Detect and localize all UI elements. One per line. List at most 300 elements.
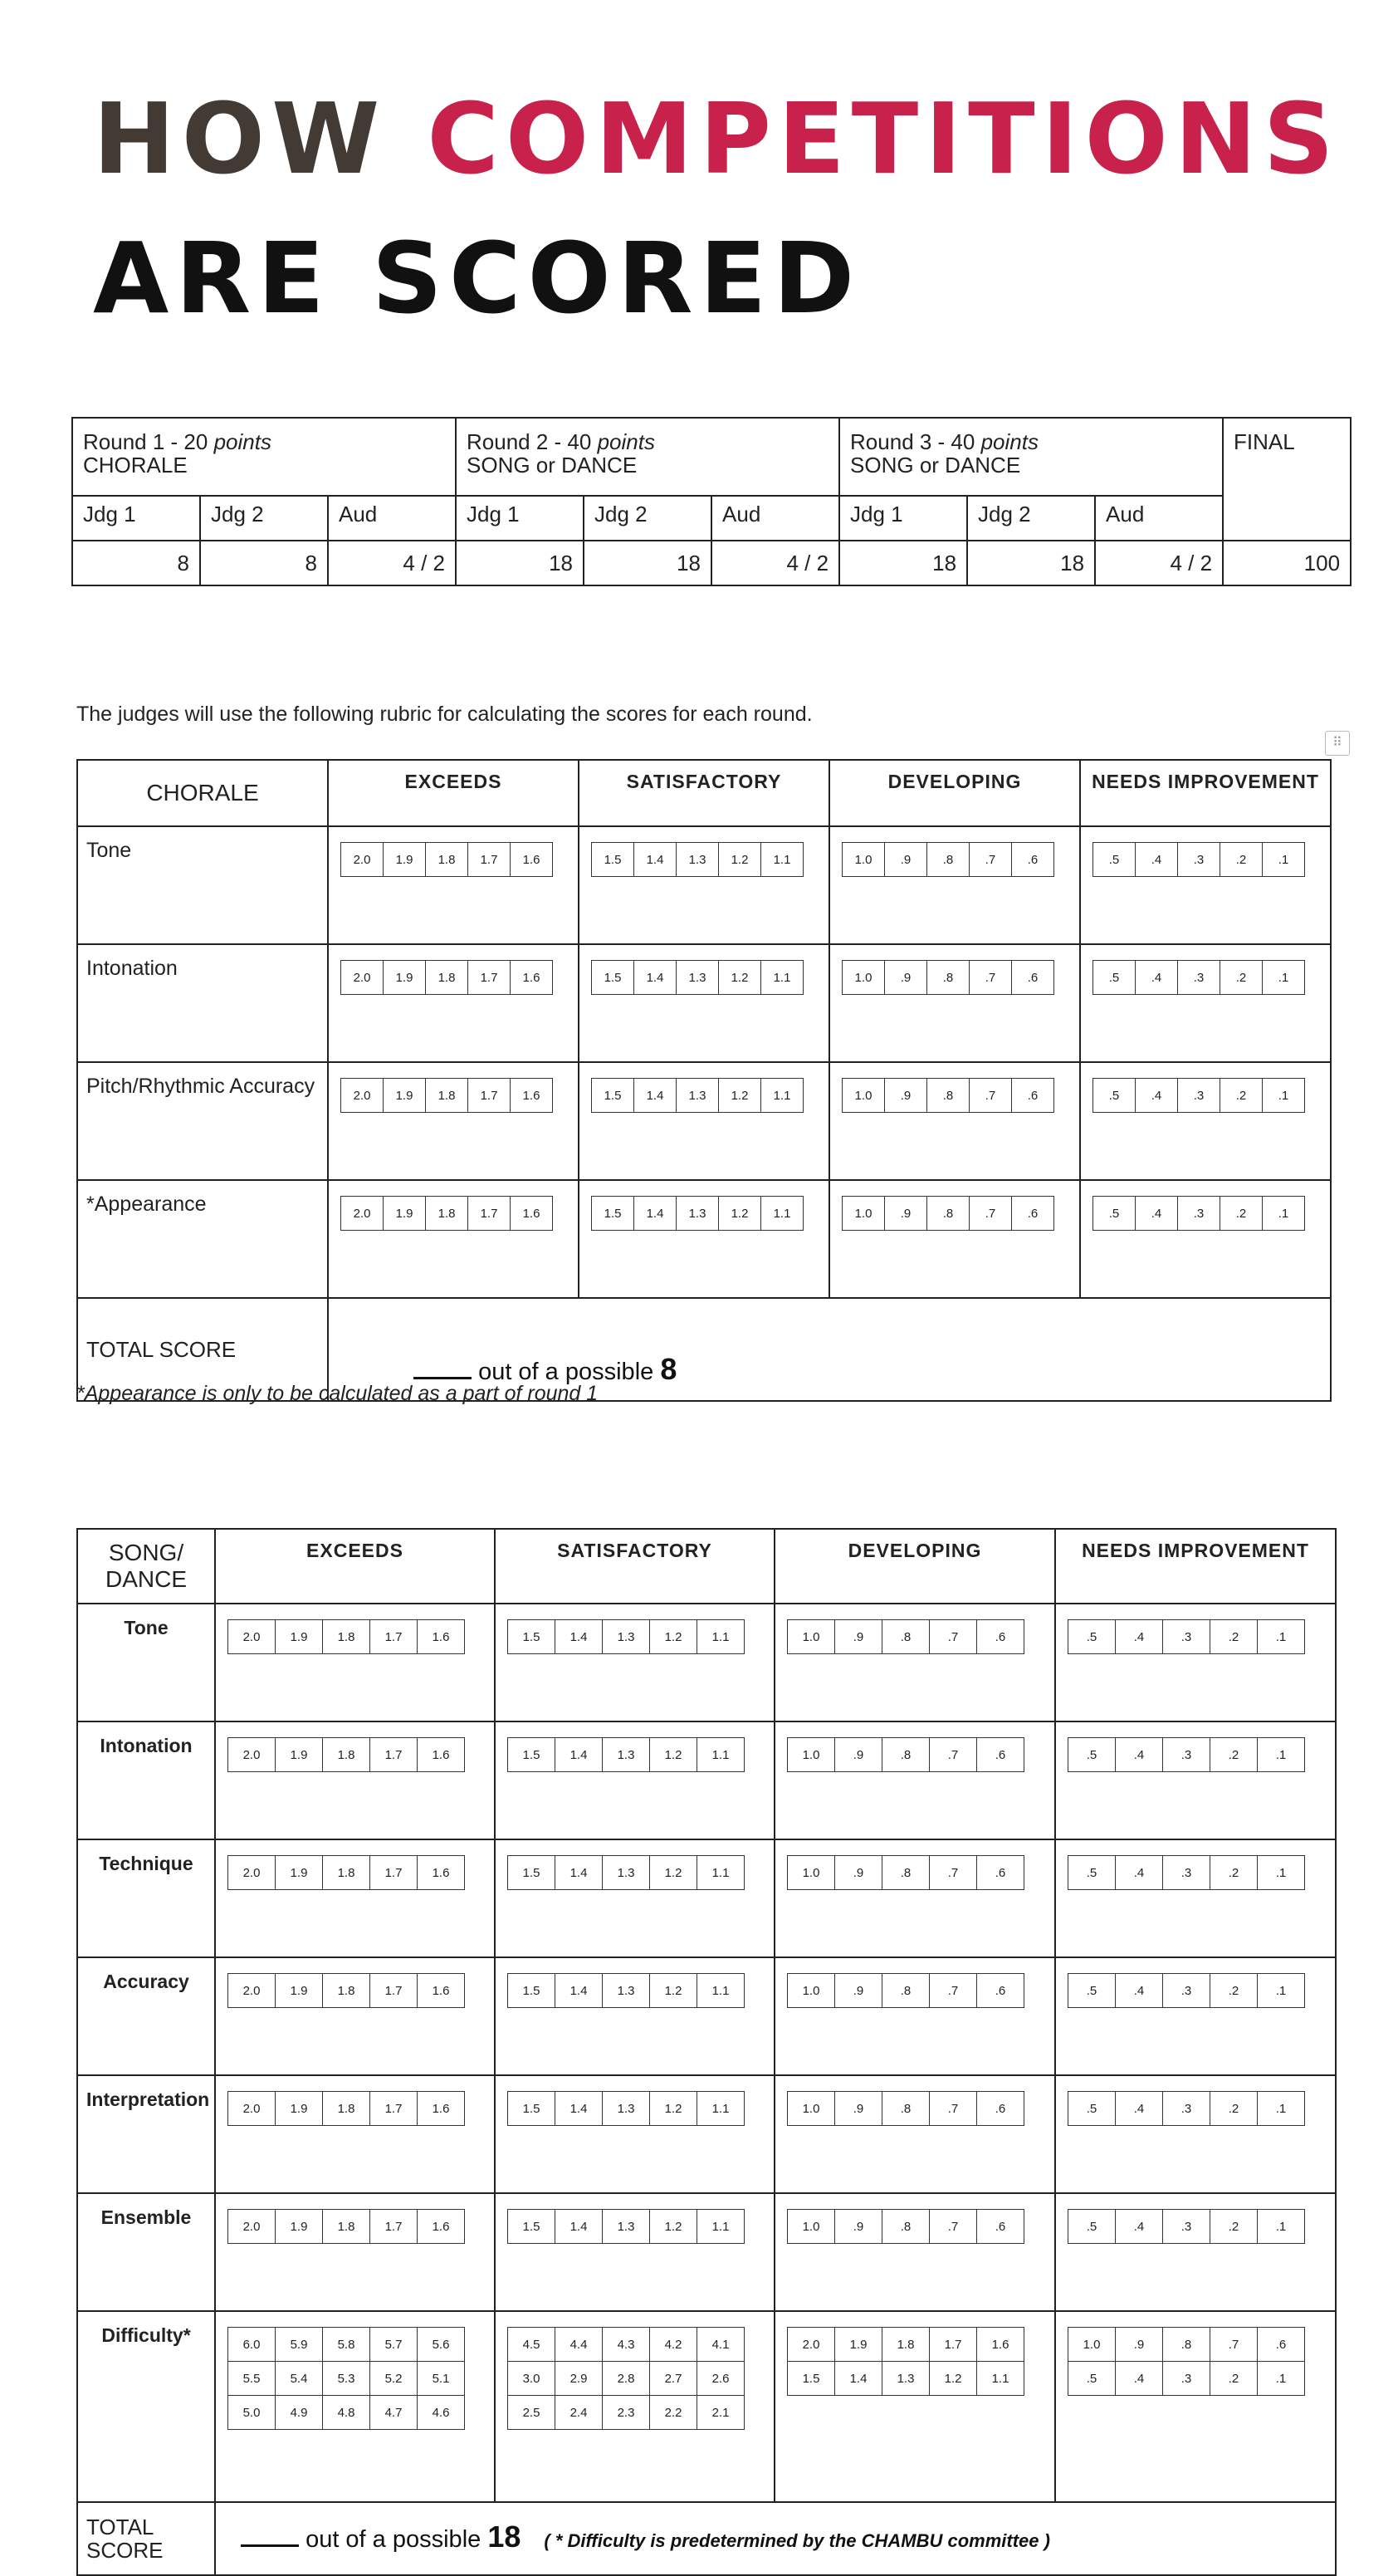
score-box[interactable]: .9 [1116,2328,1163,2362]
score-box[interactable]: 2.2 [650,2396,697,2430]
score-box[interactable]: 1.5 [788,2362,835,2396]
score-box[interactable]: 1.2 [650,2092,697,2126]
score-box[interactable]: .2 [1210,1738,1258,1772]
score-box[interactable]: .4 [1116,2092,1163,2126]
score-box[interactable]: 1.3 [603,1620,650,1654]
score-box[interactable]: 1.2 [650,1620,697,1654]
score-box[interactable]: 1.9 [276,1620,323,1654]
score-box[interactable]: .9 [835,1620,882,1654]
score-box[interactable]: 1.7 [370,1856,418,1890]
score-box[interactable]: 1.4 [555,1974,603,2008]
score-blank-line[interactable] [413,1377,472,1379]
score-box[interactable]: 5.1 [418,2362,465,2396]
score-box[interactable]: .1 [1263,1079,1305,1113]
score-box[interactable]: .5 [1068,2362,1116,2396]
score-box[interactable]: 1.0 [788,1856,835,1890]
level-score-cell [215,2311,495,2502]
summary-score-cell: 4 / 2 [711,541,839,585]
score-box[interactable]: 1.4 [555,1620,603,1654]
score-box[interactable]: 1.7 [370,1738,418,1772]
score-box[interactable]: 2.0 [341,843,384,877]
score-box[interactable]: 1.4 [555,1856,603,1890]
score-box[interactable]: 2.0 [228,1738,276,1772]
score-box[interactable]: 1.2 [650,1738,697,1772]
score-box[interactable]: 1.6 [977,2328,1024,2362]
score-box[interactable]: .5 [1068,1620,1116,1654]
round-3-points: points [980,429,1039,454]
score-box[interactable]: .5 [1068,2092,1116,2126]
score-box[interactable]: .2 [1210,2092,1258,2126]
level-score-cell [1080,1180,1331,1298]
score-box[interactable]: 1.5 [508,1738,555,1772]
score-box[interactable]: 1.4 [555,2092,603,2126]
level-score-cell [215,2075,495,2193]
judge-column-header: Aud [711,496,839,541]
score-box[interactable]: .1 [1258,1974,1305,2008]
judge-column-header: Jdg 2 [584,496,711,541]
score-box[interactable]: 1.2 [719,1197,761,1231]
score-box[interactable]: 1.7 [468,1079,511,1113]
score-box[interactable]: 1.7 [468,961,511,995]
score-box[interactable]: 1.2 [719,1079,761,1113]
total-score-label: TOTAL SCORE [77,2502,215,2575]
score-box[interactable]: .5 [1068,1856,1116,1890]
score-box[interactable]: 4.7 [370,2396,418,2430]
score-box[interactable]: .7 [930,1620,977,1654]
score-box[interactable]: 1.8 [323,1738,370,1772]
score-box[interactable]: .7 [970,843,1012,877]
score-box-row [1093,1079,1305,1113]
score-box[interactable]: 1.6 [418,1974,465,2008]
score-box-grid [787,2209,1024,2244]
score-box[interactable]: 1.0 [788,2210,835,2244]
summary-score-cell: 8 [200,541,328,585]
score-box[interactable]: .2 [1210,2210,1258,2244]
level-score-cell [775,1604,1055,1721]
score-box[interactable]: .6 [977,2210,1024,2244]
score-box[interactable]: 1.1 [697,1974,745,2008]
score-box[interactable]: 5.4 [276,2362,323,2396]
score-box[interactable]: .3 [1163,2362,1210,2396]
score-box[interactable]: 1.3 [882,2362,930,2396]
score-box[interactable]: 1.9 [276,1856,323,1890]
score-box[interactable]: 1.4 [634,961,677,995]
score-box[interactable]: 2.5 [508,2396,555,2430]
score-box[interactable]: 4.1 [697,2328,745,2362]
score-box[interactable]: .3 [1163,2210,1210,2244]
score-box[interactable]: .6 [1258,2328,1305,2362]
criterion-label: Intonation [77,1721,215,1839]
score-box-row [228,2328,465,2362]
judge-column-header: Jdg 1 [839,496,967,541]
score-box[interactable]: .2 [1220,843,1263,877]
score-box[interactable]: 1.3 [603,1856,650,1890]
score-box[interactable]: 5.9 [276,2328,323,2362]
score-box[interactable]: .8 [927,843,970,877]
score-box[interactable]: 1.2 [650,1974,697,2008]
score-box[interactable]: 1.5 [508,1974,555,2008]
score-box[interactable]: 1.1 [977,2362,1024,2396]
score-box[interactable]: .4 [1116,2362,1163,2396]
score-box[interactable]: .4 [1116,1738,1163,1772]
score-box[interactable]: .9 [835,1738,882,1772]
score-box[interactable]: 1.3 [603,1738,650,1772]
score-box[interactable]: 1.3 [603,2092,650,2126]
score-box-row [788,1738,1024,1772]
score-box[interactable]: .4 [1116,1856,1163,1890]
score-box[interactable]: .1 [1263,843,1305,877]
score-box[interactable]: .3 [1178,1079,1220,1113]
score-box[interactable]: .9 [835,1974,882,2008]
score-box[interactable]: 1.6 [418,1620,465,1654]
score-box[interactable]: 5.5 [228,2362,276,2396]
score-box[interactable]: 1.8 [426,1079,468,1113]
score-box[interactable]: 1.4 [835,2362,882,2396]
score-box[interactable]: 1.1 [697,1738,745,1772]
score-box[interactable]: .5 [1068,1738,1116,1772]
level-score-cell [579,1180,829,1298]
score-box[interactable]: .9 [835,2092,882,2126]
level-score-cell [829,1180,1080,1298]
score-box[interactable]: .3 [1163,1974,1210,2008]
score-box[interactable]: 1.1 [761,843,804,877]
score-box[interactable]: .9 [835,2210,882,2244]
score-box[interactable]: .2 [1210,1620,1258,1654]
score-box[interactable]: 1.8 [426,1197,468,1231]
score-box[interactable]: 2.0 [341,1079,384,1113]
score-box[interactable]: .8 [927,1197,970,1231]
score-box[interactable]: 1.9 [384,1197,426,1231]
score-box[interactable]: 1.5 [592,1197,634,1231]
score-box[interactable]: .7 [1210,2328,1258,2362]
score-box[interactable]: .9 [835,1856,882,1890]
score-box-row [508,1620,745,1654]
score-box[interactable]: .2 [1210,1974,1258,2008]
score-box[interactable]: 1.6 [418,1738,465,1772]
score-box[interactable]: .6 [977,1738,1024,1772]
score-box[interactable]: 1.8 [426,843,468,877]
score-box[interactable]: 2.0 [788,2328,835,2362]
score-box[interactable]: 1.8 [323,2092,370,2126]
score-box[interactable]: .2 [1210,1856,1258,1890]
round-2-type: SONG or DANCE [467,453,638,477]
score-box[interactable]: 2.4 [555,2396,603,2430]
score-box[interactable]: 1.1 [761,1079,804,1113]
score-box[interactable]: 1.9 [276,1974,323,2008]
score-box[interactable]: 1.7 [468,843,511,877]
score-box[interactable]: .8 [927,1079,970,1113]
score-box[interactable]: .1 [1258,1856,1305,1890]
summary-score-cell: 4 / 2 [1095,541,1223,585]
level-score-cell [215,1839,495,1957]
score-box[interactable]: 1.5 [508,1620,555,1654]
score-box[interactable]: .6 [1012,1197,1054,1231]
drag-handle-icon[interactable]: ⠿ [1325,731,1350,756]
score-box-row [508,2210,745,2244]
score-box[interactable]: 4.8 [323,2396,370,2430]
summary-score-cell: 18 [456,541,584,585]
score-box[interactable]: 1.6 [418,2092,465,2126]
score-box[interactable]: 1.8 [882,2328,930,2362]
score-box[interactable]: 1.3 [603,2210,650,2244]
score-box[interactable]: 1.9 [835,2328,882,2362]
score-box[interactable]: .4 [1116,1620,1163,1654]
score-box[interactable]: 4.6 [418,2396,465,2430]
score-box-row [592,1197,804,1231]
score-box[interactable]: 1.2 [650,2210,697,2244]
score-box-row [228,1620,465,1654]
score-box[interactable]: 1.5 [508,2210,555,2244]
score-box[interactable]: 1.9 [384,961,426,995]
score-box[interactable]: .2 [1210,2362,1258,2396]
score-box[interactable]: .5 [1068,2210,1116,2244]
score-box[interactable]: .7 [970,961,1012,995]
score-box[interactable]: 2.0 [341,1197,384,1231]
score-box[interactable]: 4.2 [650,2328,697,2362]
score-box[interactable]: 1.6 [511,961,553,995]
score-box[interactable]: .9 [885,1079,927,1113]
score-box[interactable]: .8 [882,1974,930,2008]
score-box[interactable]: .9 [885,961,927,995]
score-box[interactable]: 1.0 [788,2092,835,2126]
score-box[interactable]: 1.3 [677,1197,719,1231]
chorale-rubric-table [76,759,1332,1402]
score-box[interactable]: 5.2 [370,2362,418,2396]
score-box[interactable]: 4.9 [276,2396,323,2430]
score-box[interactable]: .8 [882,1738,930,1772]
score-box[interactable]: 4.3 [603,2328,650,2362]
score-box[interactable]: .3 [1163,1856,1210,1890]
score-box[interactable]: 1.4 [634,1197,677,1231]
score-box[interactable]: 1.2 [930,2362,977,2396]
score-box[interactable]: 2.0 [228,2092,276,2126]
score-box[interactable]: .4 [1136,1197,1178,1231]
score-box[interactable]: .2 [1220,1197,1263,1231]
score-box[interactable]: 1.1 [761,961,804,995]
level-score-cell [579,944,829,1062]
score-box[interactable]: 5.6 [418,2328,465,2362]
score-box[interactable]: .3 [1163,1620,1210,1654]
score-box[interactable]: 2.0 [228,1856,276,1890]
score-box[interactable]: 1.0 [788,1620,835,1654]
score-box[interactable]: .9 [885,1197,927,1231]
score-box[interactable]: 1.9 [384,1079,426,1113]
score-box[interactable]: 1.5 [592,843,634,877]
score-box-row [788,2328,1024,2362]
score-box[interactable]: 1.7 [370,1620,418,1654]
level-score-cell [495,1721,775,1839]
round-2-title: Round 2 - 40 [467,429,598,454]
score-box[interactable]: 2.3 [603,2396,650,2430]
score-box[interactable]: .2 [1220,1079,1263,1113]
score-box[interactable]: .6 [1012,1079,1054,1113]
score-box[interactable]: 1.3 [677,1079,719,1113]
score-box[interactable]: 1.7 [930,2328,977,2362]
score-box[interactable]: .7 [930,2210,977,2244]
score-box[interactable]: 1.7 [370,2210,418,2244]
score-box[interactable]: .3 [1178,961,1220,995]
level-header: SATISFACTORY [495,1529,775,1604]
score-box[interactable]: .1 [1258,1738,1305,1772]
score-box[interactable]: .7 [970,1197,1012,1231]
score-box[interactable]: .6 [1012,843,1054,877]
judge-column-header: Jdg 2 [967,496,1095,541]
score-box-row [341,1079,553,1113]
score-box[interactable]: .4 [1136,843,1178,877]
score-box[interactable]: .2 [1220,961,1263,995]
score-box[interactable]: 2.1 [697,2396,745,2430]
score-box[interactable]: 5.0 [228,2396,276,2430]
score-box[interactable]: .3 [1163,1738,1210,1772]
score-box[interactable]: 1.0 [1068,2328,1116,2362]
score-box[interactable]: 2.9 [555,2362,603,2396]
score-box[interactable]: 1.0 [788,1974,835,2008]
score-box[interactable]: 2.6 [697,2362,745,2396]
score-box[interactable]: 4.4 [555,2328,603,2362]
score-box[interactable]: .1 [1258,2210,1305,2244]
score-box[interactable]: 1.8 [323,1620,370,1654]
score-box[interactable]: 1.6 [418,2210,465,2244]
score-box[interactable]: 1.1 [761,1197,804,1231]
score-box[interactable]: .5 [1093,1197,1136,1231]
score-box[interactable]: .4 [1116,1974,1163,2008]
score-box[interactable]: 1.0 [788,1738,835,1772]
score-box[interactable]: .1 [1263,1197,1305,1231]
score-box[interactable]: .3 [1178,843,1220,877]
score-box[interactable]: .5 [1093,961,1136,995]
score-box[interactable]: 1.8 [323,1856,370,1890]
score-box[interactable]: 1.3 [677,843,719,877]
summary-score-cell: 18 [839,541,967,585]
score-box[interactable]: .7 [930,2092,977,2126]
criterion-label: Ensemble [77,2193,215,2311]
score-box[interactable]: .7 [970,1079,1012,1113]
score-box[interactable]: .5 [1093,1079,1136,1113]
score-blank-line[interactable] [241,2544,299,2547]
score-box[interactable]: 3.0 [508,2362,555,2396]
score-box[interactable]: 1.8 [323,2210,370,2244]
score-box[interactable]: .7 [930,1738,977,1772]
score-box[interactable]: .8 [1163,2328,1210,2362]
score-box[interactable]: 1.6 [511,1197,553,1231]
score-box[interactable]: 1.9 [276,2210,323,2244]
score-box[interactable]: 1.1 [697,2092,745,2126]
criterion-row [77,1604,1336,1721]
score-box[interactable]: 1.8 [323,1974,370,2008]
score-box[interactable]: 4.5 [508,2328,555,2362]
score-box[interactable]: .1 [1258,2362,1305,2396]
score-box[interactable]: .9 [885,843,927,877]
level-score-cell [495,2311,775,2502]
criterion-row [77,2193,1336,2311]
score-box[interactable]: .6 [977,1620,1024,1654]
score-box[interactable]: 1.3 [603,1974,650,2008]
score-box[interactable]: .7 [930,1856,977,1890]
final-header: FINAL [1223,418,1351,541]
score-box-grid [842,1196,1054,1231]
score-box[interactable]: 1.5 [508,2092,555,2126]
score-box[interactable]: 2.0 [228,1620,276,1654]
score-box[interactable]: .8 [882,2210,930,2244]
score-box[interactable]: .7 [930,1974,977,2008]
score-box[interactable]: 1.2 [719,961,761,995]
score-box[interactable]: 1.6 [418,1856,465,1890]
score-box[interactable]: 1.6 [511,1079,553,1113]
score-box[interactable]: .6 [977,1974,1024,2008]
score-box[interactable]: 5.3 [323,2362,370,2396]
score-box[interactable]: 1.0 [843,843,885,877]
score-box[interactable]: .5 [1068,1974,1116,2008]
score-box[interactable]: 1.0 [843,961,885,995]
score-box[interactable]: 1.0 [843,1197,885,1231]
score-box[interactable]: 1.2 [650,1856,697,1890]
score-box[interactable]: .1 [1258,2092,1305,2126]
score-box[interactable]: 2.0 [228,1974,276,2008]
score-box-row [508,2092,745,2126]
score-box[interactable]: .8 [927,961,970,995]
score-box-row [1068,1974,1305,2008]
score-box[interactable]: .4 [1136,961,1178,995]
score-box[interactable]: 1.7 [370,1974,418,2008]
score-box[interactable]: .8 [882,1856,930,1890]
level-header: DEVELOPING [775,1529,1055,1604]
score-box[interactable]: .8 [882,2092,930,2126]
score-box[interactable]: .6 [1012,961,1054,995]
score-box[interactable]: .6 [977,1856,1024,1890]
score-box[interactable]: 1.4 [634,843,677,877]
score-box[interactable]: 1.4 [555,2210,603,2244]
score-box[interactable]: 2.0 [228,2210,276,2244]
score-box[interactable]: 2.8 [603,2362,650,2396]
score-box[interactable]: 1.9 [384,843,426,877]
score-box[interactable]: .3 [1178,1197,1220,1231]
score-box[interactable]: 1.3 [677,961,719,995]
score-box[interactable]: 1.7 [370,2092,418,2126]
score-box[interactable]: 1.0 [843,1079,885,1113]
score-box[interactable]: 1.5 [508,1856,555,1890]
score-box[interactable]: 1.2 [719,843,761,877]
score-box[interactable]: 2.0 [341,961,384,995]
score-box[interactable]: 5.7 [370,2328,418,2362]
score-box[interactable]: .4 [1136,1079,1178,1113]
score-box[interactable]: 1.5 [592,961,634,995]
score-box[interactable]: .4 [1116,2210,1163,2244]
score-box[interactable]: 1.9 [276,1738,323,1772]
score-box[interactable]: 1.5 [592,1079,634,1113]
score-box[interactable]: .5 [1093,843,1136,877]
score-box[interactable]: 5.8 [323,2328,370,2362]
score-box[interactable]: 6.0 [228,2328,276,2362]
score-box[interactable]: 1.4 [634,1079,677,1113]
score-box[interactable]: 1.1 [697,2210,745,2244]
score-box-grid [842,842,1054,877]
score-box[interactable]: 1.1 [697,1620,745,1654]
score-box[interactable]: 1.9 [276,2092,323,2126]
score-box[interactable]: .1 [1263,961,1305,995]
score-box[interactable]: 2.7 [650,2362,697,2396]
score-box[interactable]: .3 [1163,2092,1210,2126]
score-box[interactable]: .8 [882,1620,930,1654]
score-box[interactable]: .6 [977,2092,1024,2126]
score-box[interactable]: 1.4 [555,1738,603,1772]
score-box[interactable]: .1 [1258,1620,1305,1654]
level-score-cell [328,944,579,1062]
score-box[interactable]: 1.7 [468,1197,511,1231]
score-box[interactable]: 1.6 [511,843,553,877]
score-box[interactable]: 1.1 [697,1856,745,1890]
criterion-row [77,2311,1336,2502]
score-box[interactable]: 1.8 [426,961,468,995]
